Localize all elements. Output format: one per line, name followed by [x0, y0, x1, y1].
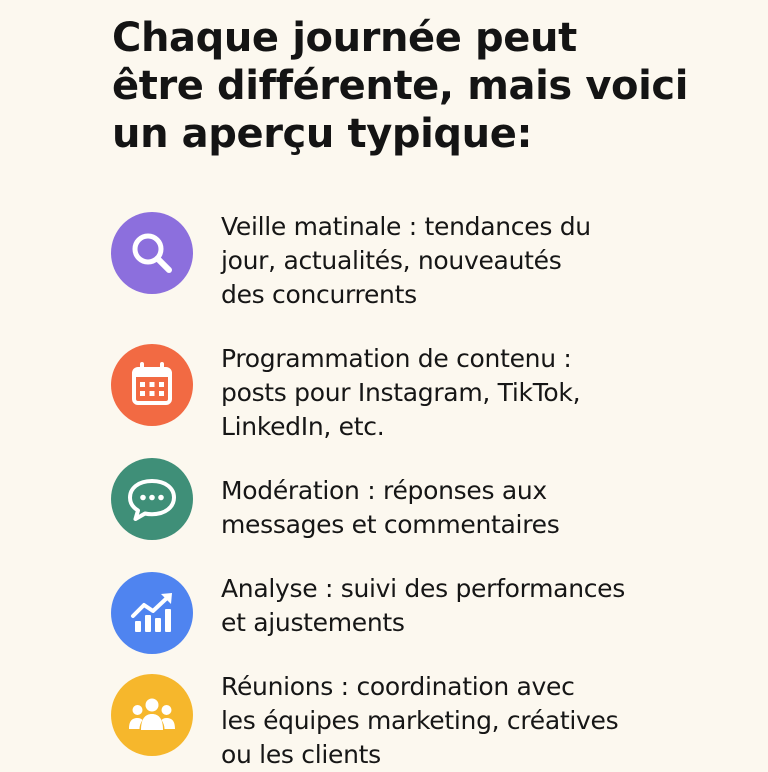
title-line-1: Chaque journée peut: [112, 15, 577, 61]
title-line-2: être différente, mais voici: [112, 63, 689, 109]
item-text-line: Réunions : coordination avec: [221, 672, 575, 701]
calendar-icon: [111, 344, 193, 426]
item-text-line: Veille matinale : tendances du: [221, 212, 591, 241]
page-title: [112, 14, 752, 158]
title-line-3: un aperçu typique:: [112, 111, 533, 157]
item-text: [221, 572, 741, 640]
growth-chart-icon: [111, 572, 193, 654]
search-icon: [111, 212, 193, 294]
item-text-line: jour, actualités, nouveautés: [221, 246, 562, 275]
item-text-line: ou les clients: [221, 740, 381, 769]
item-text: [221, 210, 741, 312]
item-text-line: les équipes marketing, créatives: [221, 706, 619, 735]
chat-bubble-icon: [111, 458, 193, 540]
item-text: [221, 670, 741, 772]
item-text-line: Programmation de contenu :: [221, 344, 572, 373]
item-text-line: messages et commentaires: [221, 510, 560, 539]
item-text-line: des concurrents: [221, 280, 417, 309]
team-icon: [111, 674, 193, 756]
item-text-line: LinkedIn, etc.: [221, 412, 385, 441]
item-text-line: posts pour Instagram, TikTok,: [221, 378, 581, 407]
item-text-line: Analyse : suivi des performances: [221, 574, 625, 603]
item-text-line: et ajustements: [221, 608, 405, 637]
item-text: [221, 342, 741, 444]
item-text-line: Modération : réponses aux: [221, 476, 547, 505]
item-text: [221, 474, 741, 542]
